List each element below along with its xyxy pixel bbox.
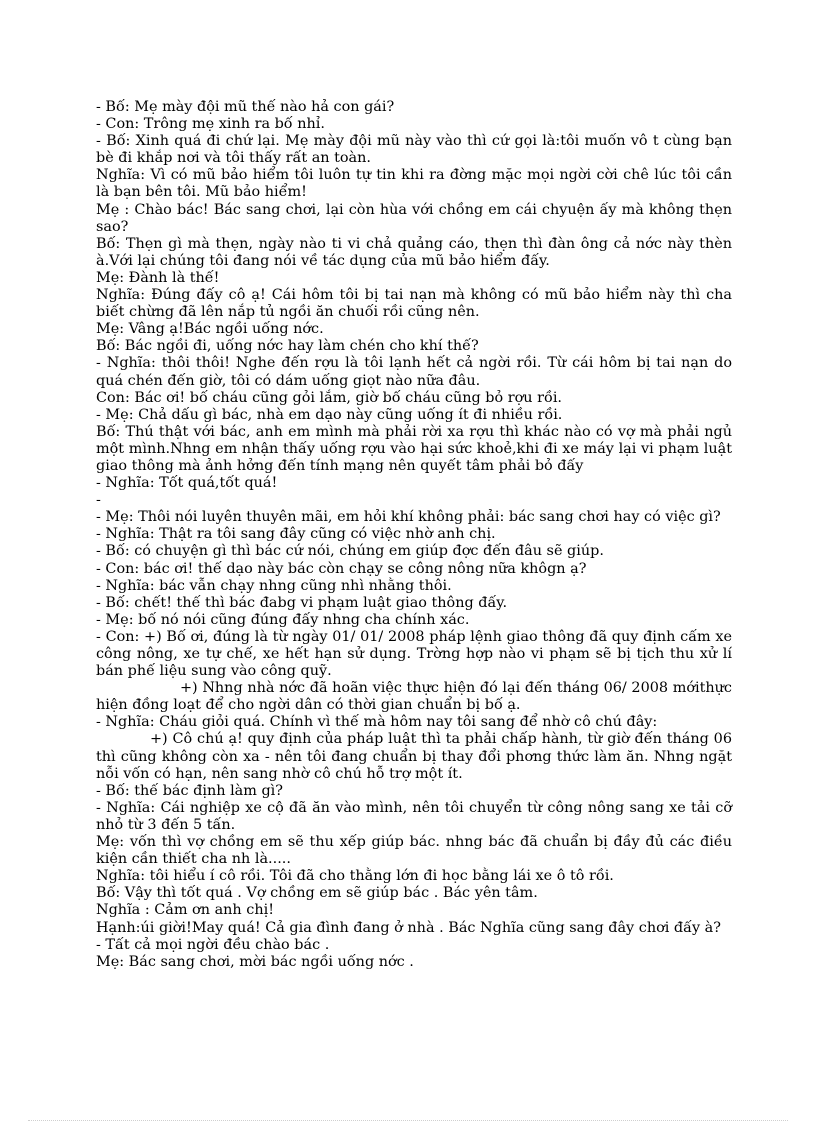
dialogue-line: - Bố: có chuyện gì thì bác cứ nói, chúng em giúp đợc đến đâu sẽ giúp. xyxy=(96,543,604,560)
dialogue-line: - Nghĩa: Cái nghiệp xe cộ đã ăn vào mình, nên tôi chuyển từ công nông sang xe tải cỡ nhỏ từ 3 đến 5 tấn. xyxy=(96,799,732,833)
dialogue-line: Mẹ: Vâng ạ!Bác ngồi uống nớc. xyxy=(96,321,324,338)
dialogue-line: Nghĩa: Vì có mũ bảo hiểm tôi luôn tự tin khi ra đờng mặc mọi ngời cời chê lúc tôi cần là bạn bên tôi. Mũ bảo hiểm! xyxy=(96,167,732,201)
dialogue-line: - Bố: thế bác định làm gì? xyxy=(96,782,284,799)
dialogue-line: - Bố: Xinh quá đi chứ lại. Mẹ mày đội mũ này vào thì cứ gọi là:tôi muốn vô t cùng bạn bè đi khắp nơi và tôi thấy rất an toàn. xyxy=(96,133,732,167)
dialogue-line: - Nghĩa: Tốt quá,tốt quá! xyxy=(96,475,278,492)
dialogue-line: - xyxy=(96,492,101,509)
dialogue-line: Nghĩa: tôi hiểu í cô rồi. Tôi đã cho thằng lớn đi học bằng lái xe ô tô rồi. xyxy=(96,868,614,885)
dialogue-line: - Nghĩa: Thật ra tôi sang đây cũng có việc nhờ anh chị. xyxy=(96,526,496,543)
dialogue-line: Mẹ: Bác sang chơi, mời bác ngồi uống nớc . xyxy=(96,953,414,970)
dialogue-line: - Mẹ: Thôi nói luyên thuyên mãi, em hỏi khí không phải: bác sang chơi hay có việc gì? xyxy=(96,509,721,526)
dialogue-line: Mẹ : Chào bác! Bác sang chơi, lại còn hùa với chồng em cái chyuện ấy mà không thẹn sao? xyxy=(96,201,732,235)
dialogue-text xyxy=(96,99,732,971)
dialogue-line: - Nghĩa: Cháu giỏi quá. Chính vì thế mà hôm nay tôi sang để nhờ cô chú đây: xyxy=(96,714,658,731)
dialogue-line: - Mẹ: bố nó nói cũng đúng đấy nhng cha chính xác. xyxy=(96,611,470,628)
dialogue-line: - Nghĩa: thôi thôi! Nghe đến rợu là tôi lạnh hết cả ngời rồi. Từ cái hôm bị tai nạn do quá chén đến giờ, tôi có dám uống giọt nào nữa đâu. xyxy=(96,355,732,389)
dialogue-line: Con: Bác ơi! bố cháu cũng gỏi lắm, giờ bố cháu cũng bỏ rợu rồi. xyxy=(96,389,563,406)
dialogue-line: Mẹ: Đành là thế! xyxy=(96,269,220,286)
dialogue-line: Bố: Vậy thì tốt quá . Vợ chồng em sẽ giúp bác . Bác yên tâm. xyxy=(96,885,538,902)
dialogue-line: - Nghĩa: bác vẫn chạy nhng cũng nhì nhằng thôi. xyxy=(96,577,452,594)
dialogue-line: +) Cô chú ạ! quy định của pháp luật thì ta phải chấp hành, từ giờ đến tháng 06 thì cũng không còn xa - nên tôi đang chuẩn bị thay đổi phơng thức làm ăn. Nhng ngặt nỗi vốn có hạn, nên sang nhờ cô chú hỗ trợ một ít. xyxy=(96,731,732,782)
dialogue-line: +) Nhng nhà nớc đã hoãn việc thực hiện đó lại đến tháng 06/ 2008 mớithực hiện đồng loạt để cho ngời dân có thời gian chuẩn bị bố ạ. xyxy=(96,680,732,714)
page-bottom-divider xyxy=(28,1120,788,1121)
dialogue-line: Hạnh:úi giời!May quá! Cả gia đình đang ở nhà . Bác Nghĩa cũng sang đây chơi đấy à? xyxy=(96,919,721,936)
dialogue-line: Nghĩa: Đúng đấy cô ạ! Cái hôm tôi bị tai nạn mà không có mũ bảo hiểm này thì cha biết chừng đã lên nắp tủ ngồi ăn chuối rồi cũng nên. xyxy=(96,287,732,321)
dialogue-line: - Bố: Mẹ mày đội mũ thế nào hả con gái? xyxy=(96,99,395,115)
dialogue-line: Nghĩa : Cảm ơn anh chị! xyxy=(96,902,274,919)
dialogue-line: - Con: bác ơi! thế dạo này bác còn chạy se công nông nữa khôgn ạ? xyxy=(96,560,587,577)
dialogue-line: Bố: Thú thật với bác, anh em mình mà phải rời xa rợu thì khác nào có vợ mà phải ngủ một mình.Nhng em nhận thấy uống rợu vào hại sức khoẻ,khi đi xe máy lại vi phạm luật giao thông mà ảnh hởng đến tính mạng nên quyết tâm phải bỏ đấy xyxy=(96,423,732,474)
dialogue-line: - Tất cả mọi ngời đều chào bác . xyxy=(96,936,330,953)
dialogue-line: - Bố: chết! thế thì bác đabg vi phạm luật giao thông đấy. xyxy=(96,594,508,611)
dialogue-line: - Con: Trông mẹ xinh ra bố nhỉ. xyxy=(96,116,325,133)
dialogue-line: Mẹ: vốn thì vợ chồng em sẽ thu xếp giúp bác. nhng bác đã chuẩn bị đầy đủ các điều kiện cần thiết cha nh là..... xyxy=(96,834,732,868)
dialogue-line: Bố: Bác ngồi đi, uống nớc hay làm chén cho khí thế? xyxy=(96,338,479,355)
dialogue-line: - Mẹ: Chả dấu gì bác, nhà em dạo này cũng uống ít đi nhiều rồi. xyxy=(96,406,563,423)
dialogue-line: - Con: +) Bố ơi, đúng là từ ngày 01/ 01/ 2008 pháp lệnh giao thông đã quy định cấm xe công nông, xe tự chế, xe hết hạn sử dụng. Trờng hợp nào vi phạm sẽ bị tịch thu xử lí bán phế liệu sung vào công quỹ. xyxy=(96,628,732,680)
dialogue-line: Bố: Thẹn gì mà thẹn, ngày nào ti vi chả quảng cáo, thẹn thì đàn ông cả nớc này thèn à.Với lại chúng tôi đang nói về tác dụng của mũ bảo hiểm đấy. xyxy=(96,235,732,269)
